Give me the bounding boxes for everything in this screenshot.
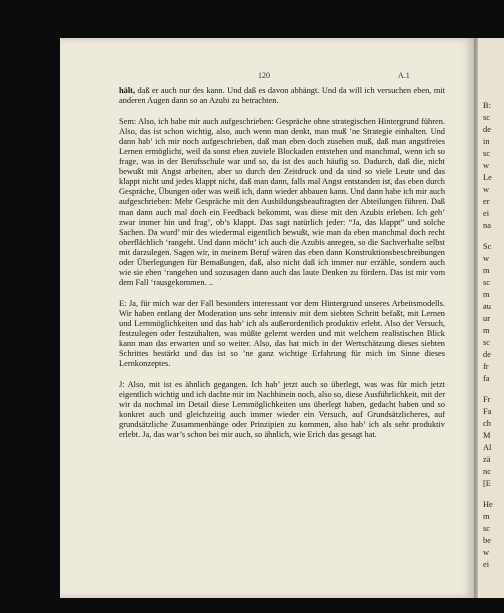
body-text [119,86,445,451]
next-page-fragment: ur [483,314,490,323]
next-page-fragment: ei [483,560,490,569]
paragraph-lead: hält, [119,86,136,95]
next-page-fragment: Fa [483,407,492,416]
next-page-fragment: m [483,326,490,335]
next-page-fragment: m [483,512,490,521]
next-page-fragment: fr [483,362,489,371]
next-page-fragment: ei [483,209,490,218]
next-page-edge [478,38,504,598]
next-page-fragment: Al [483,443,492,452]
next-page-fragment: fa [483,374,490,383]
next-page-fragment: He [483,500,493,509]
next-page-fragment: Sc [483,242,492,251]
paragraph [119,117,445,289]
paragraph-text: J: Also, mit ist es ähnlich gegangen. Ich hab’ jetzt auch so überlegt, was was für mich jetzt eigentlich wichtig und ich dachte mir im Nachhinein noch, also so, diese Ausführlichkeit, mit der wir da nochmal im Detail diese Lernmöglichkeiten uns überlegt haben, gedacht haben und so konkret auch und gleichzeitig auch immer wieder ein Versuch, auf Grundsätzlicheres, auf grundsätzliche Zusammenhänge oder Prinzipien zu kommen, also hab’ ich als sehr produktiv erlebt. Ja, das war’s schon bei mir auch, so ähnlich, wie Erich das gesagt hat. [119,379,445,440]
next-page-fragment: w [483,548,490,557]
paragraph [119,299,445,370]
next-page-fragment: B: [483,101,491,110]
next-page-fragment: sc [483,149,490,158]
next-page-fragment: de [483,350,491,359]
next-page-fragment: m [483,266,490,275]
page-number: 120 [258,71,270,80]
next-page-fragment: M [483,431,491,440]
next-page-fragment: be [483,536,491,545]
paragraph-text: E: Ja, für mich war der Fall besonders interessant vor dem Hintergrund unseres Arbeitsmodells. Wir haben entlang der Moderation uns sehr intensiv mit dem siebten Schritt befaßt, mit Lernen und Lernmöglichkeiten und das hab’ ich als außerordentlich produktiv erlebt. Also der Versuch, festzulegen oder festzuhalten, was müßte gelernt werden und mit welchem realistischen Blick kann man das erwarten und so weiter. Also, das hat mich in der Wertschätzung dieses siebten Schrittes bestärkt und das ist so ’ne ganz wichtige Erfahrung für mich im Sinne dieses Lernkonzeptes. [119,298,445,369]
paragraph-text: Sem: Also, ich habe mir auch aufgeschrieben: Gespräche ohne strategischen Hintergrund führen. Also, das ist schon wichtig, also, auch wenn man denkt, man muß ’ne Strategie einhalten. Und dann hab’ ich mir noch aufgeschrieben, daß man eben doch zusehen muß, daß man angstfreies Lernen ermöglicht, weil da sonst eben zuviele Blockaden entstehen und manchmal, wenn ich so frage, was in der Berufsschule war und so, da ist des auch häufig so. Dadurch, daß die, nicht bewußt mit Angst arbeiten, aber so durch den Zeitdruck und da sind so viele Leute und das klappt nicht und jedes klappt nicht, daß man dann, falls mal Angst entstanden ist, das eben durch Gespräche, Übungen oder was weiß ich, dann wieder abbauen kann. Und dann habe ich mir auch aufgeschrieben: Mehr Gespräche mit den Ausbildungsbeauftragten der Abteilungen führen. Daß man dann auch mal doch ein Feedback bekommt, was diese mit den Azubis erleben. Ich geh’ zwar immer hin und frag’, ob’s klappt. Das sagt natürlich jeder: “Ja, das klappt” und solche Sachen. Da wurd’ mir des wiedermal eigentlich bewußt, wie man da eben manchmal doch recht oberflächlich ‘rangeht. Und dann möcht’ ich auch die Azubis anregen, so die Sachverhalte selbst mit darzulegen. Sagen wir, in meinem Beruf wären das eben dann Konstruktionsbeschreibungen oder Überlegungen für Bemaßungen, daß, also nicht daß ich immer nur erzähle, sondern auch wie sie eben ‘rangehen und sozusagen dann auch das laute Denken zu fördern. Das ist mir vom dem Fall ‘rausgekommen. .. [119,116,445,288]
next-page-fragment: er [483,197,490,206]
next-page-fragment: w [483,185,490,194]
next-page-fragment: sc [483,524,490,533]
next-page-fragment: ch [483,419,491,428]
next-page-fragment: [E [483,479,491,488]
next-page-fragment: in [483,137,490,146]
next-page-fragment: zä [483,455,491,464]
paragraph-text: daß er auch nur des kann. Und daß es davon abhängt. Und da will ich versuchen eben, mit anderen Augen dann so an Azubi zu betrachten. [119,86,445,106]
next-page-fragment: au [483,302,491,311]
next-page-fragment: sc [483,278,490,287]
next-page-fragment: sc [483,338,490,347]
next-page-fragment: Fr [483,395,491,404]
next-page-fragment: Le [483,173,492,182]
next-page-fragment: m [483,290,490,299]
next-page-fragment: na [483,221,491,230]
next-page-fragment: nc [483,467,491,476]
next-page-fragment: de [483,125,491,134]
next-page-fragment: w [483,254,490,263]
chapter-label: A.1 [398,71,410,80]
next-page-fragment: sc [483,113,490,122]
paragraph [119,86,445,106]
next-page-fragment: w [483,161,490,170]
paragraph [119,380,445,441]
